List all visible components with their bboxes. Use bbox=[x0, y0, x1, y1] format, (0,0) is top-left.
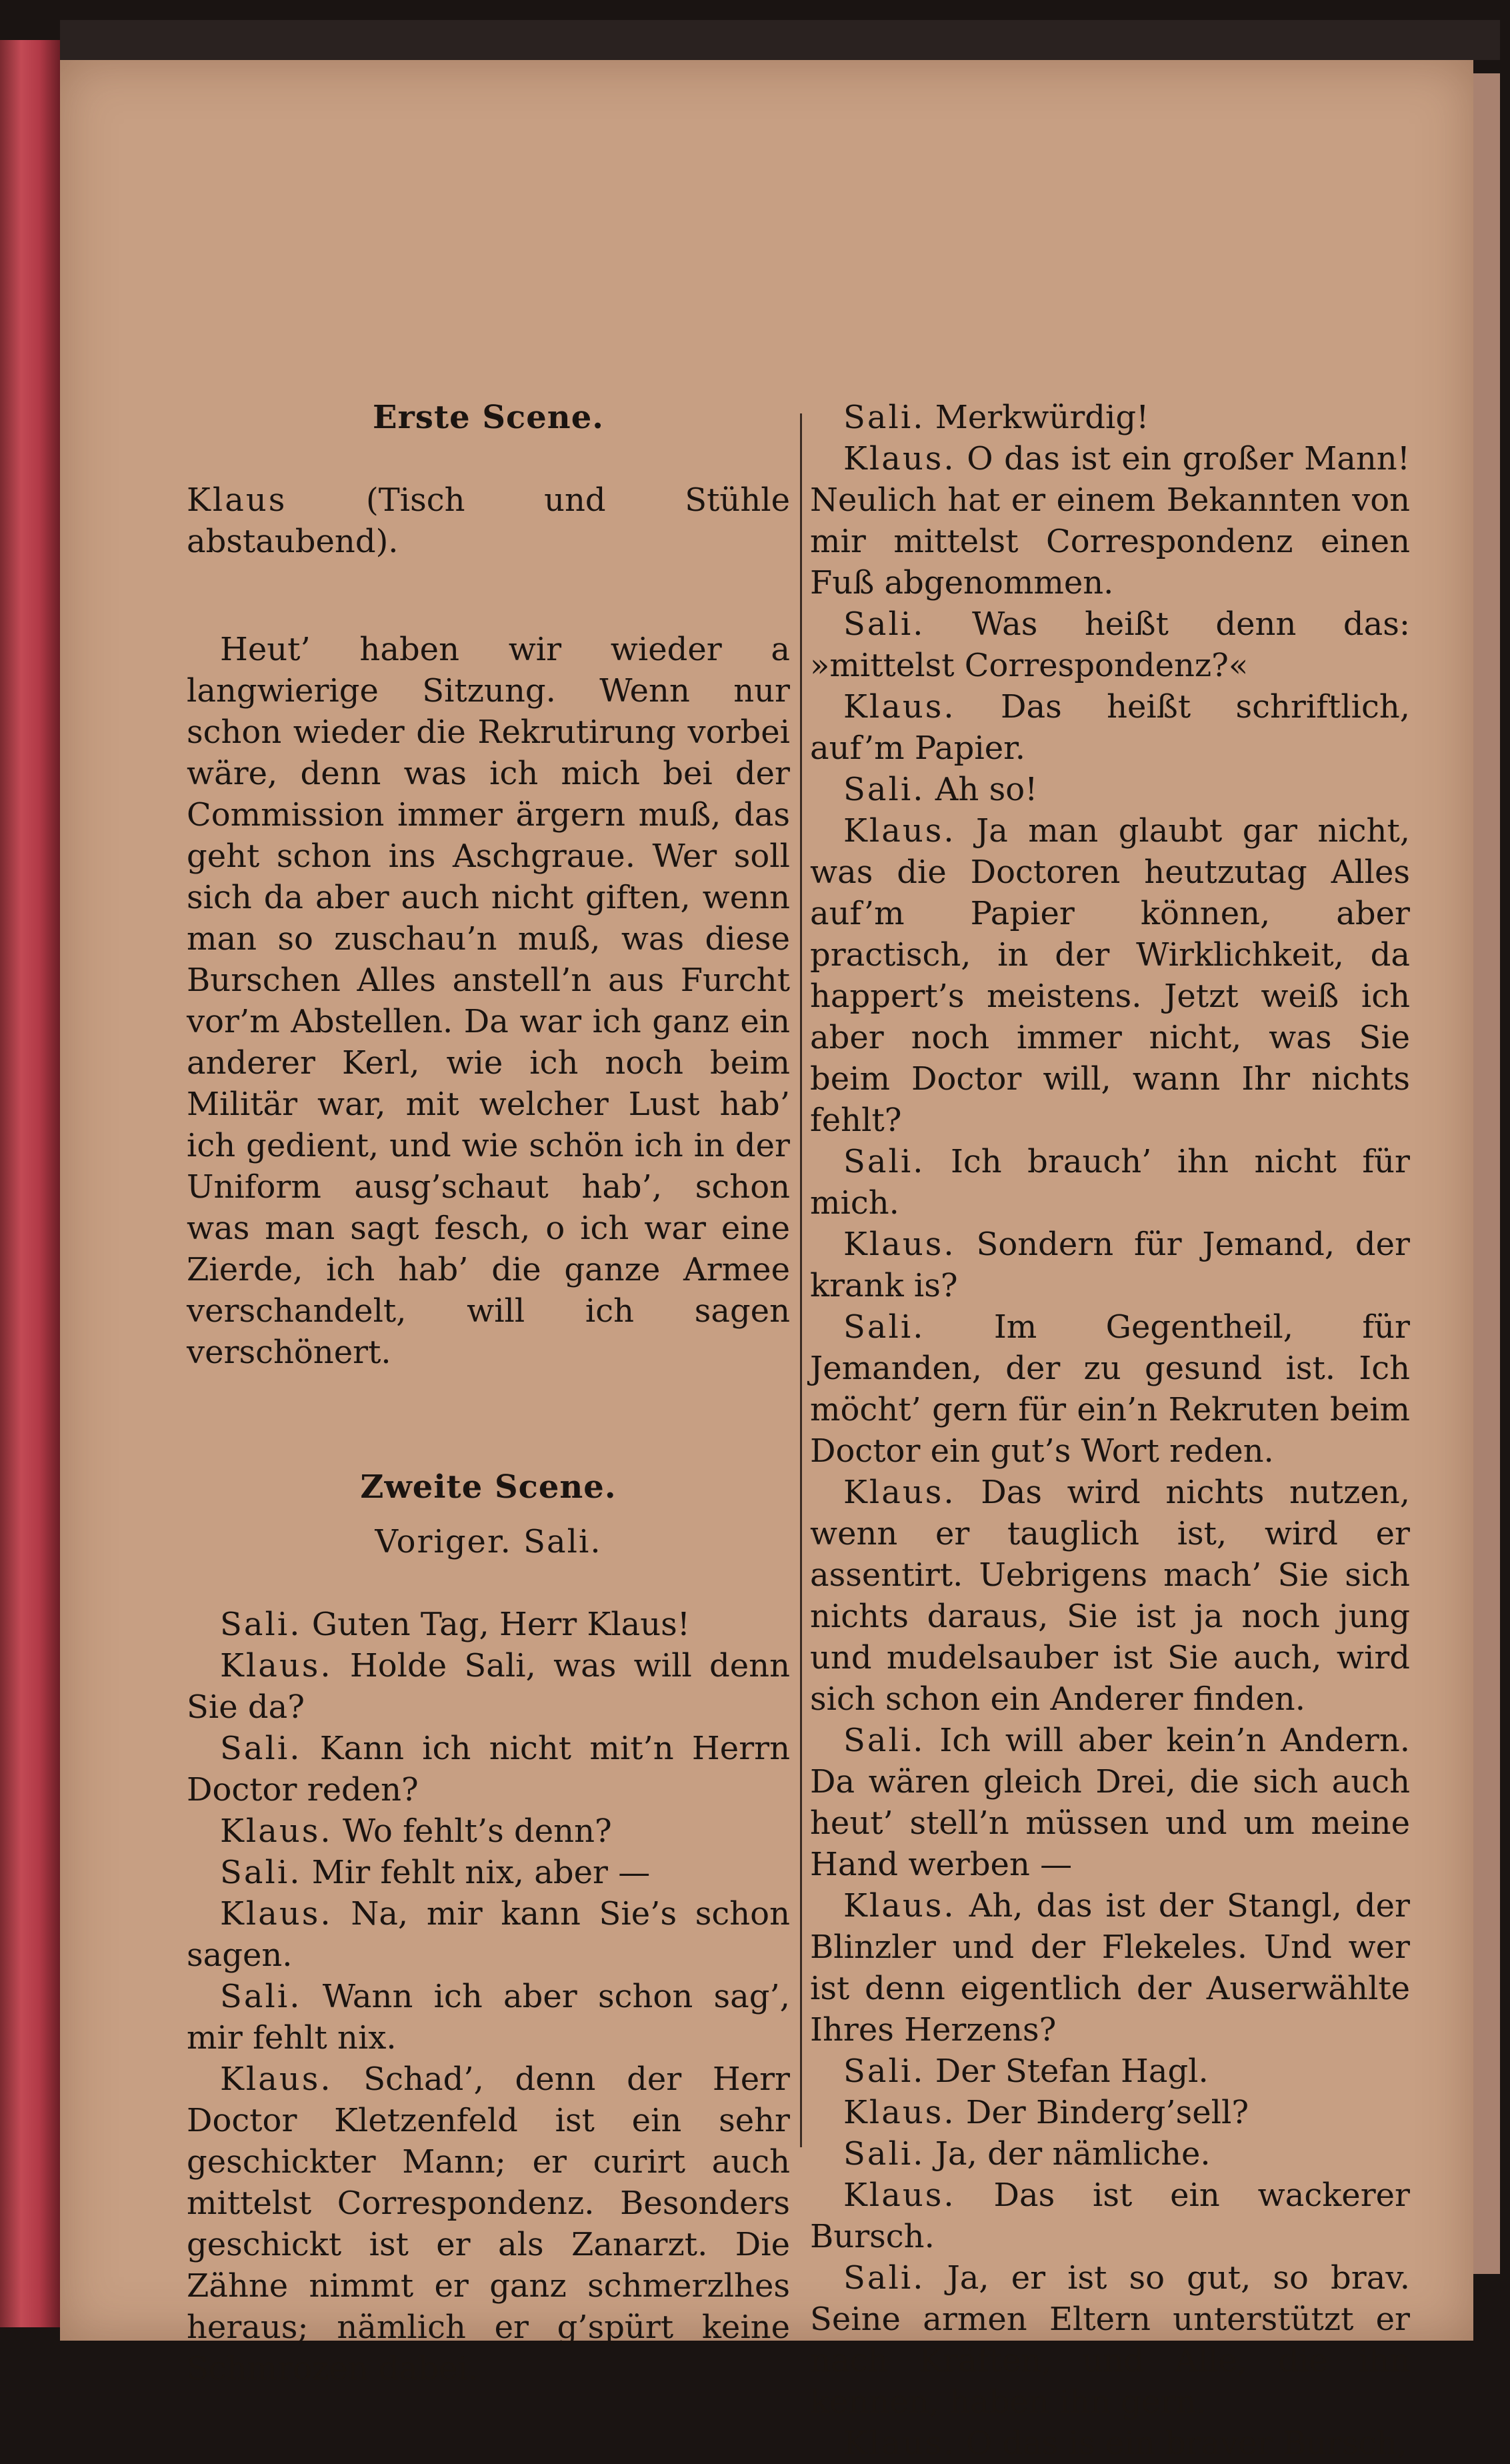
dialogue-line bbox=[810, 2051, 1410, 2092]
speaker: Klaus. bbox=[220, 2061, 333, 2098]
speaker: Klaus. bbox=[843, 2425, 956, 2462]
line-text: O das is ein braver Bursch, bbox=[965, 2425, 1407, 2462]
line-text: Das ist ein wackerer Bursch. bbox=[810, 2177, 1410, 2255]
dialogue-line bbox=[810, 438, 1410, 603]
speaker: Sali. bbox=[843, 1722, 925, 1759]
speaker: Sali. bbox=[843, 2135, 925, 2173]
speaker: Klaus. bbox=[843, 1887, 956, 1925]
dialogue-line bbox=[810, 1472, 1410, 1720]
line-text: Guten Tag, Herr Klaus! bbox=[311, 1606, 691, 1643]
speaker: Klaus. bbox=[220, 1812, 333, 1850]
line-text: Mir fehlt nix, aber — bbox=[311, 1854, 651, 1891]
speaker: Sali. bbox=[843, 605, 925, 643]
dialogue-line bbox=[810, 769, 1410, 810]
book-top-edge bbox=[60, 20, 1500, 60]
line-text: Schad’, denn der Herr Doctor Kletzenfeld ist ein sehr geschickter Mann; er curirt auch mittelst Correspondenz. Besonders geschickt ist er als Zanarzt. Die Zähne nimmt er ganz schmerzlhes heraus; nämlich er g’spürt keine Schmrozen dabei. bbox=[187, 2061, 790, 2387]
dialogue-line bbox=[810, 1720, 1410, 1885]
dialogue-line bbox=[187, 1810, 790, 1852]
dialogue-line bbox=[187, 1604, 790, 1645]
line-text: Na, mir kann Sie’s schon sagen. bbox=[187, 1895, 790, 1974]
speaker: Sali. bbox=[843, 771, 925, 808]
dialogue-line bbox=[810, 1141, 1410, 1224]
line-text: Wo fehlt’s denn? bbox=[342, 1812, 612, 1850]
speaker: Klaus. bbox=[843, 1226, 956, 1263]
speaker: Klaus. bbox=[843, 440, 956, 477]
speaker: Klaus. bbox=[843, 2094, 956, 2131]
line-text: Merkwürdig! bbox=[935, 399, 1149, 436]
line-text: Ah so! bbox=[935, 771, 1038, 808]
dialogue-line bbox=[810, 2092, 1410, 2133]
line-text: Sondern für Jemand, der krank is? bbox=[810, 1226, 1410, 1304]
scene1-title: Erste Scene. bbox=[373, 399, 604, 436]
speaker: Sali. bbox=[843, 399, 925, 436]
dialogue-line bbox=[187, 1976, 790, 2059]
speaker: Klaus. bbox=[220, 1895, 333, 1933]
monologue: Heut’ haben wir wieder a langwierige Sitzung. Wenn nur schon wieder die Rekrutirung vorbei wäre, denn was ich mich bei der Commission immer ärgern muß, das geht schon ins Aschgraue. Wer soll sich da aber auch nicht giften, wenn man so zuschau’n muß, was diese Burschen Alles anstell’n aus Furcht vor’m Abstellen. Da war ich ganz ein anderer Kerl, wie ich noch beim Militär war, mit welcher Lust hab’ ich gedient, und wie schön ich in der Uniform ausg’schaut hab’, schon was man sagt fesch, o ich war eine Zierde, ich hab’ die ganze Armee verschandelt, will ich sagen verschönert. bbox=[187, 631, 790, 1371]
scene2-cast: Voriger. Sali. bbox=[375, 1523, 602, 1560]
dialogue-line bbox=[810, 686, 1410, 769]
book-spine-edge bbox=[0, 40, 60, 2327]
line-text: Ja man glaubt gar nicht, was die Doctoren heutzutag Alles auf’m Papier können, aber practisch, in der Wirklichkeit, da happert’s meistens. Jetzt weiß ich aber noch immer nicht, was Sie beim Doctor will, wann Ihr nichts fehlt? bbox=[810, 812, 1410, 1139]
stage-speaker: Klaus bbox=[187, 481, 287, 519]
speaker: Sali. bbox=[843, 2053, 925, 2090]
speaker: Sali. bbox=[220, 1730, 302, 1767]
dialogue-line bbox=[810, 397, 1410, 438]
stage-direction: (Tisch und Stühle abstaubend). bbox=[187, 481, 790, 560]
dialogue-line bbox=[810, 2133, 1410, 2175]
line-text: Holde Sali, was will denn Sie da? bbox=[187, 1647, 790, 1726]
speaker: Klaus. bbox=[220, 1647, 333, 1684]
dialogue-line bbox=[810, 1306, 1410, 1472]
dialogue-line bbox=[187, 1645, 790, 1728]
dialogue-line bbox=[810, 1885, 1410, 2051]
line-text: Kann ich nicht mit’n Herrn Doctor reden? bbox=[187, 1730, 790, 1808]
dialogue-line bbox=[187, 1728, 790, 1810]
speaker: Klaus. bbox=[843, 688, 956, 726]
dialogue-line bbox=[810, 603, 1410, 686]
speaker: Klaus. bbox=[843, 812, 956, 850]
line-text: Das heißt schriftlich, auf’m Papier. bbox=[810, 688, 1410, 767]
line-text: Ja, der nämliche. bbox=[935, 2135, 1211, 2173]
speaker: Sali. bbox=[843, 1143, 925, 1180]
speaker: Sali. bbox=[220, 1978, 302, 2015]
dialogue-line bbox=[187, 2059, 790, 2389]
line-text: O das ist ein großer Mann! Neulich hat er einem Bekannten von mir mittelst Correspondenz einen Fuß abgenommen. bbox=[810, 440, 1410, 601]
line-text: Was heißt denn das: »mittelst Correspondenz?« bbox=[810, 605, 1410, 684]
dialogue-line bbox=[810, 2423, 1410, 2464]
line-text: Das wird nichts nutzen, wenn er tauglich ist, wird er assentirt. Uebrigens mach’ Sie sich nichts daraus, Sie ist ja noch jung und mudelsauber ist Sie auch, wird sich schon ein Anderer finden. bbox=[810, 1474, 1410, 1718]
speaker: Sali. bbox=[220, 1606, 302, 1643]
line-text: Ja, er ist so gut, so brav. Seine armen Eltern unterstützt er nach Kräften, und Alle, die ihn kennen, haben ihn gern. bbox=[810, 2259, 1410, 2421]
dialogue-line bbox=[187, 1893, 790, 1976]
line-text: Ich brauch’ ihn nicht für mich. bbox=[810, 1143, 1411, 1222]
column-divider bbox=[800, 413, 802, 2147]
dialogue-line bbox=[187, 1852, 790, 1893]
left-dialogue bbox=[187, 1604, 790, 2389]
dialogue-line bbox=[810, 2175, 1410, 2257]
speaker: Klaus. bbox=[843, 1474, 956, 1511]
speaker: Sali. bbox=[220, 1854, 302, 1891]
speaker: Sali. bbox=[843, 1308, 925, 1346]
dialogue-line bbox=[810, 810, 1410, 1141]
speaker: Klaus. bbox=[843, 2177, 956, 2214]
line-text: Der Binderg’sell? bbox=[965, 2094, 1249, 2131]
line-text: Ah, das ist der Stangl, der Blinzler und der Flekeles. Und wer ist denn eigentlich der Auserwählte Ihres Herzens? bbox=[810, 1887, 1410, 2049]
line-text: Der Stefan Hagl. bbox=[935, 2053, 1209, 2090]
facing-page-edge bbox=[1473, 73, 1500, 2274]
scene2-title: Zweite Scene. bbox=[360, 1468, 617, 1506]
speaker: Sali. bbox=[843, 2259, 925, 2297]
dialogue-line bbox=[810, 1224, 1410, 1306]
stage-direction-line bbox=[187, 479, 790, 562]
line-text: Im Gegentheil, für Jemanden, der zu gesund ist. Ich möcht’ gern für ein’n Rekruten beim Doctor ein gut’s Wort reden. bbox=[810, 1308, 1410, 1470]
line-text: Wann ich aber schon sag’, mir fehlt nix. bbox=[187, 1978, 791, 2057]
right-column bbox=[810, 397, 1410, 2464]
line-text: Ich will aber kein’n Andern. Da wären gleich Drei, die sich auch heut’ stell’n müssen und um meine Hand werben — bbox=[810, 1722, 1410, 1883]
left-column bbox=[187, 397, 790, 2389]
